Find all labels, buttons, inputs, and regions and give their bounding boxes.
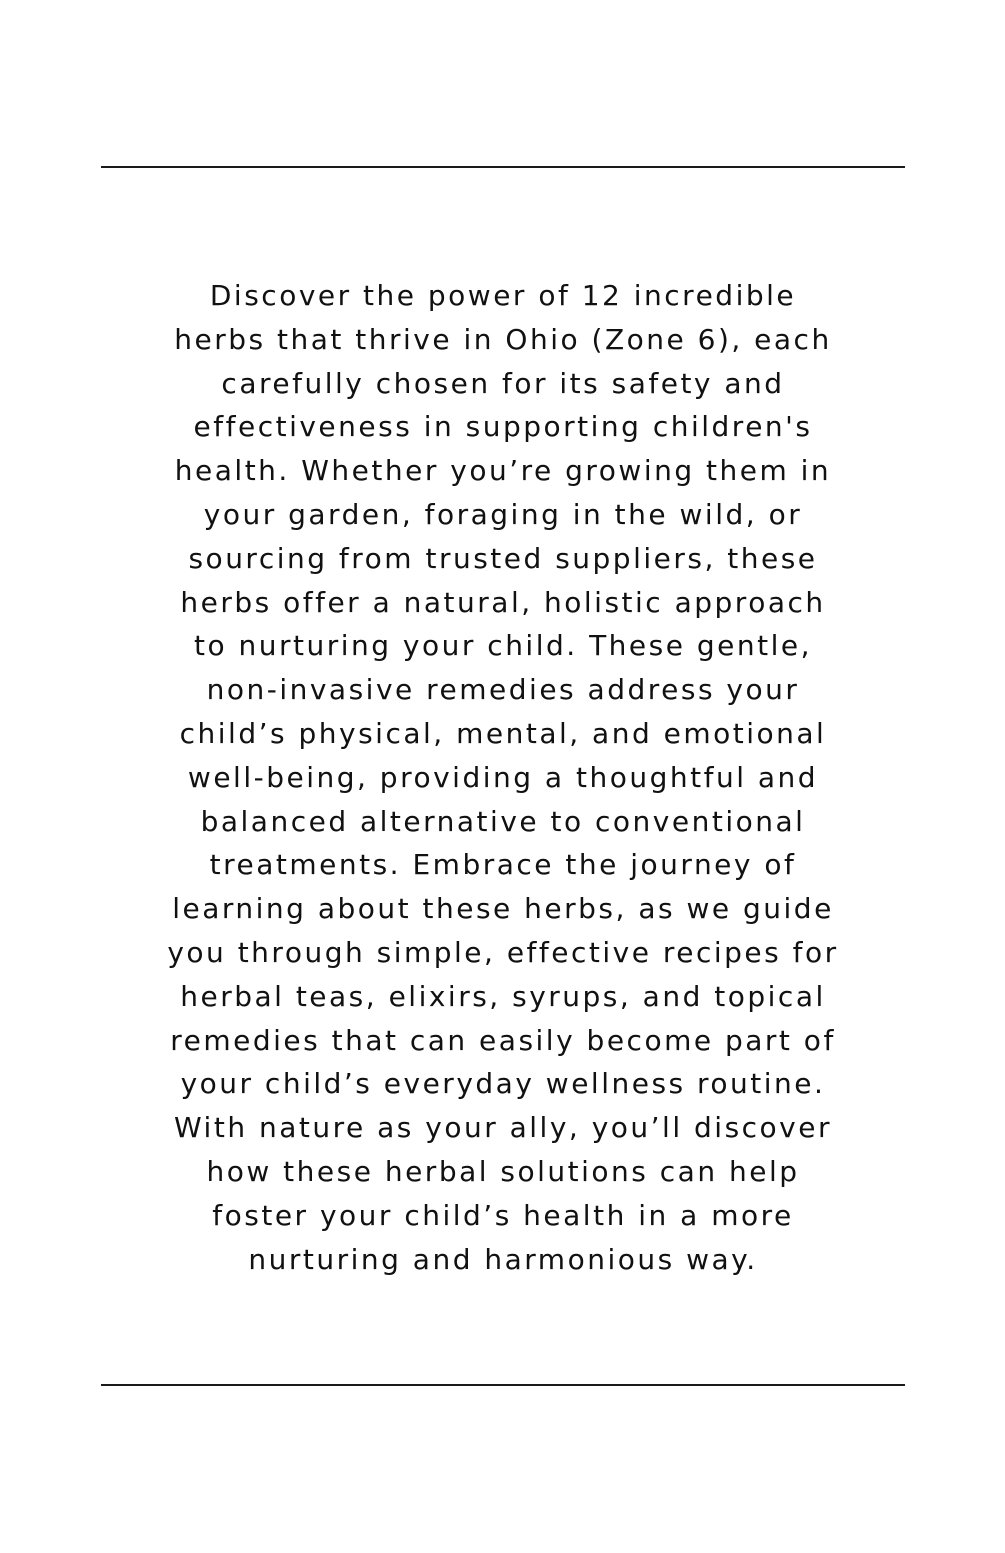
description-line: effectiveness in supporting children's	[193, 410, 813, 444]
description-line: herbs that thrive in Ohio (Zone 6), each	[174, 322, 832, 356]
description-line: nurturing and harmonious way.	[248, 1242, 758, 1276]
description-line: treatments. Embrace the journey of	[209, 848, 797, 882]
description-line: you through simple, effective recipes for	[167, 935, 839, 969]
description-line: herbs offer a natural, holistic approach	[180, 585, 826, 619]
description-line: child’s physical, mental, and emotional	[179, 716, 827, 750]
description-line: non-invasive remedies address your	[206, 673, 800, 707]
description-line: balanced alternative to conventional	[200, 804, 806, 838]
description-line: your child’s everyday wellness routine.	[180, 1067, 826, 1101]
description-line: well-being, providing a thoughtful and	[187, 760, 819, 794]
description-line: foster your child’s health in a more	[212, 1198, 794, 1232]
description-line: learning about these herbs, as we guide	[172, 892, 834, 926]
description-line: to nurturing your child. These gentle,	[193, 629, 812, 663]
description-line: your garden, foraging in the wild, or	[203, 497, 803, 531]
description-paragraph	[101, 274, 905, 1281]
description-line: Discover the power of 12 incredible	[209, 279, 797, 312]
description-line: remedies that can easily become part of	[170, 1023, 836, 1057]
description-line: how these herbal solutions can help	[206, 1154, 800, 1188]
description-line: health. Whether you’re growing them in	[174, 454, 832, 488]
description-line: carefully chosen for its safety and	[221, 366, 785, 400]
description-line: herbal teas, elixirs, syrups, and topical	[180, 979, 826, 1013]
top-divider	[101, 166, 905, 168]
description-line: With nature as your ally, you’ll discover	[173, 1111, 832, 1145]
bottom-divider	[101, 1384, 905, 1386]
description-line: sourcing from trusted suppliers, these	[188, 541, 818, 575]
